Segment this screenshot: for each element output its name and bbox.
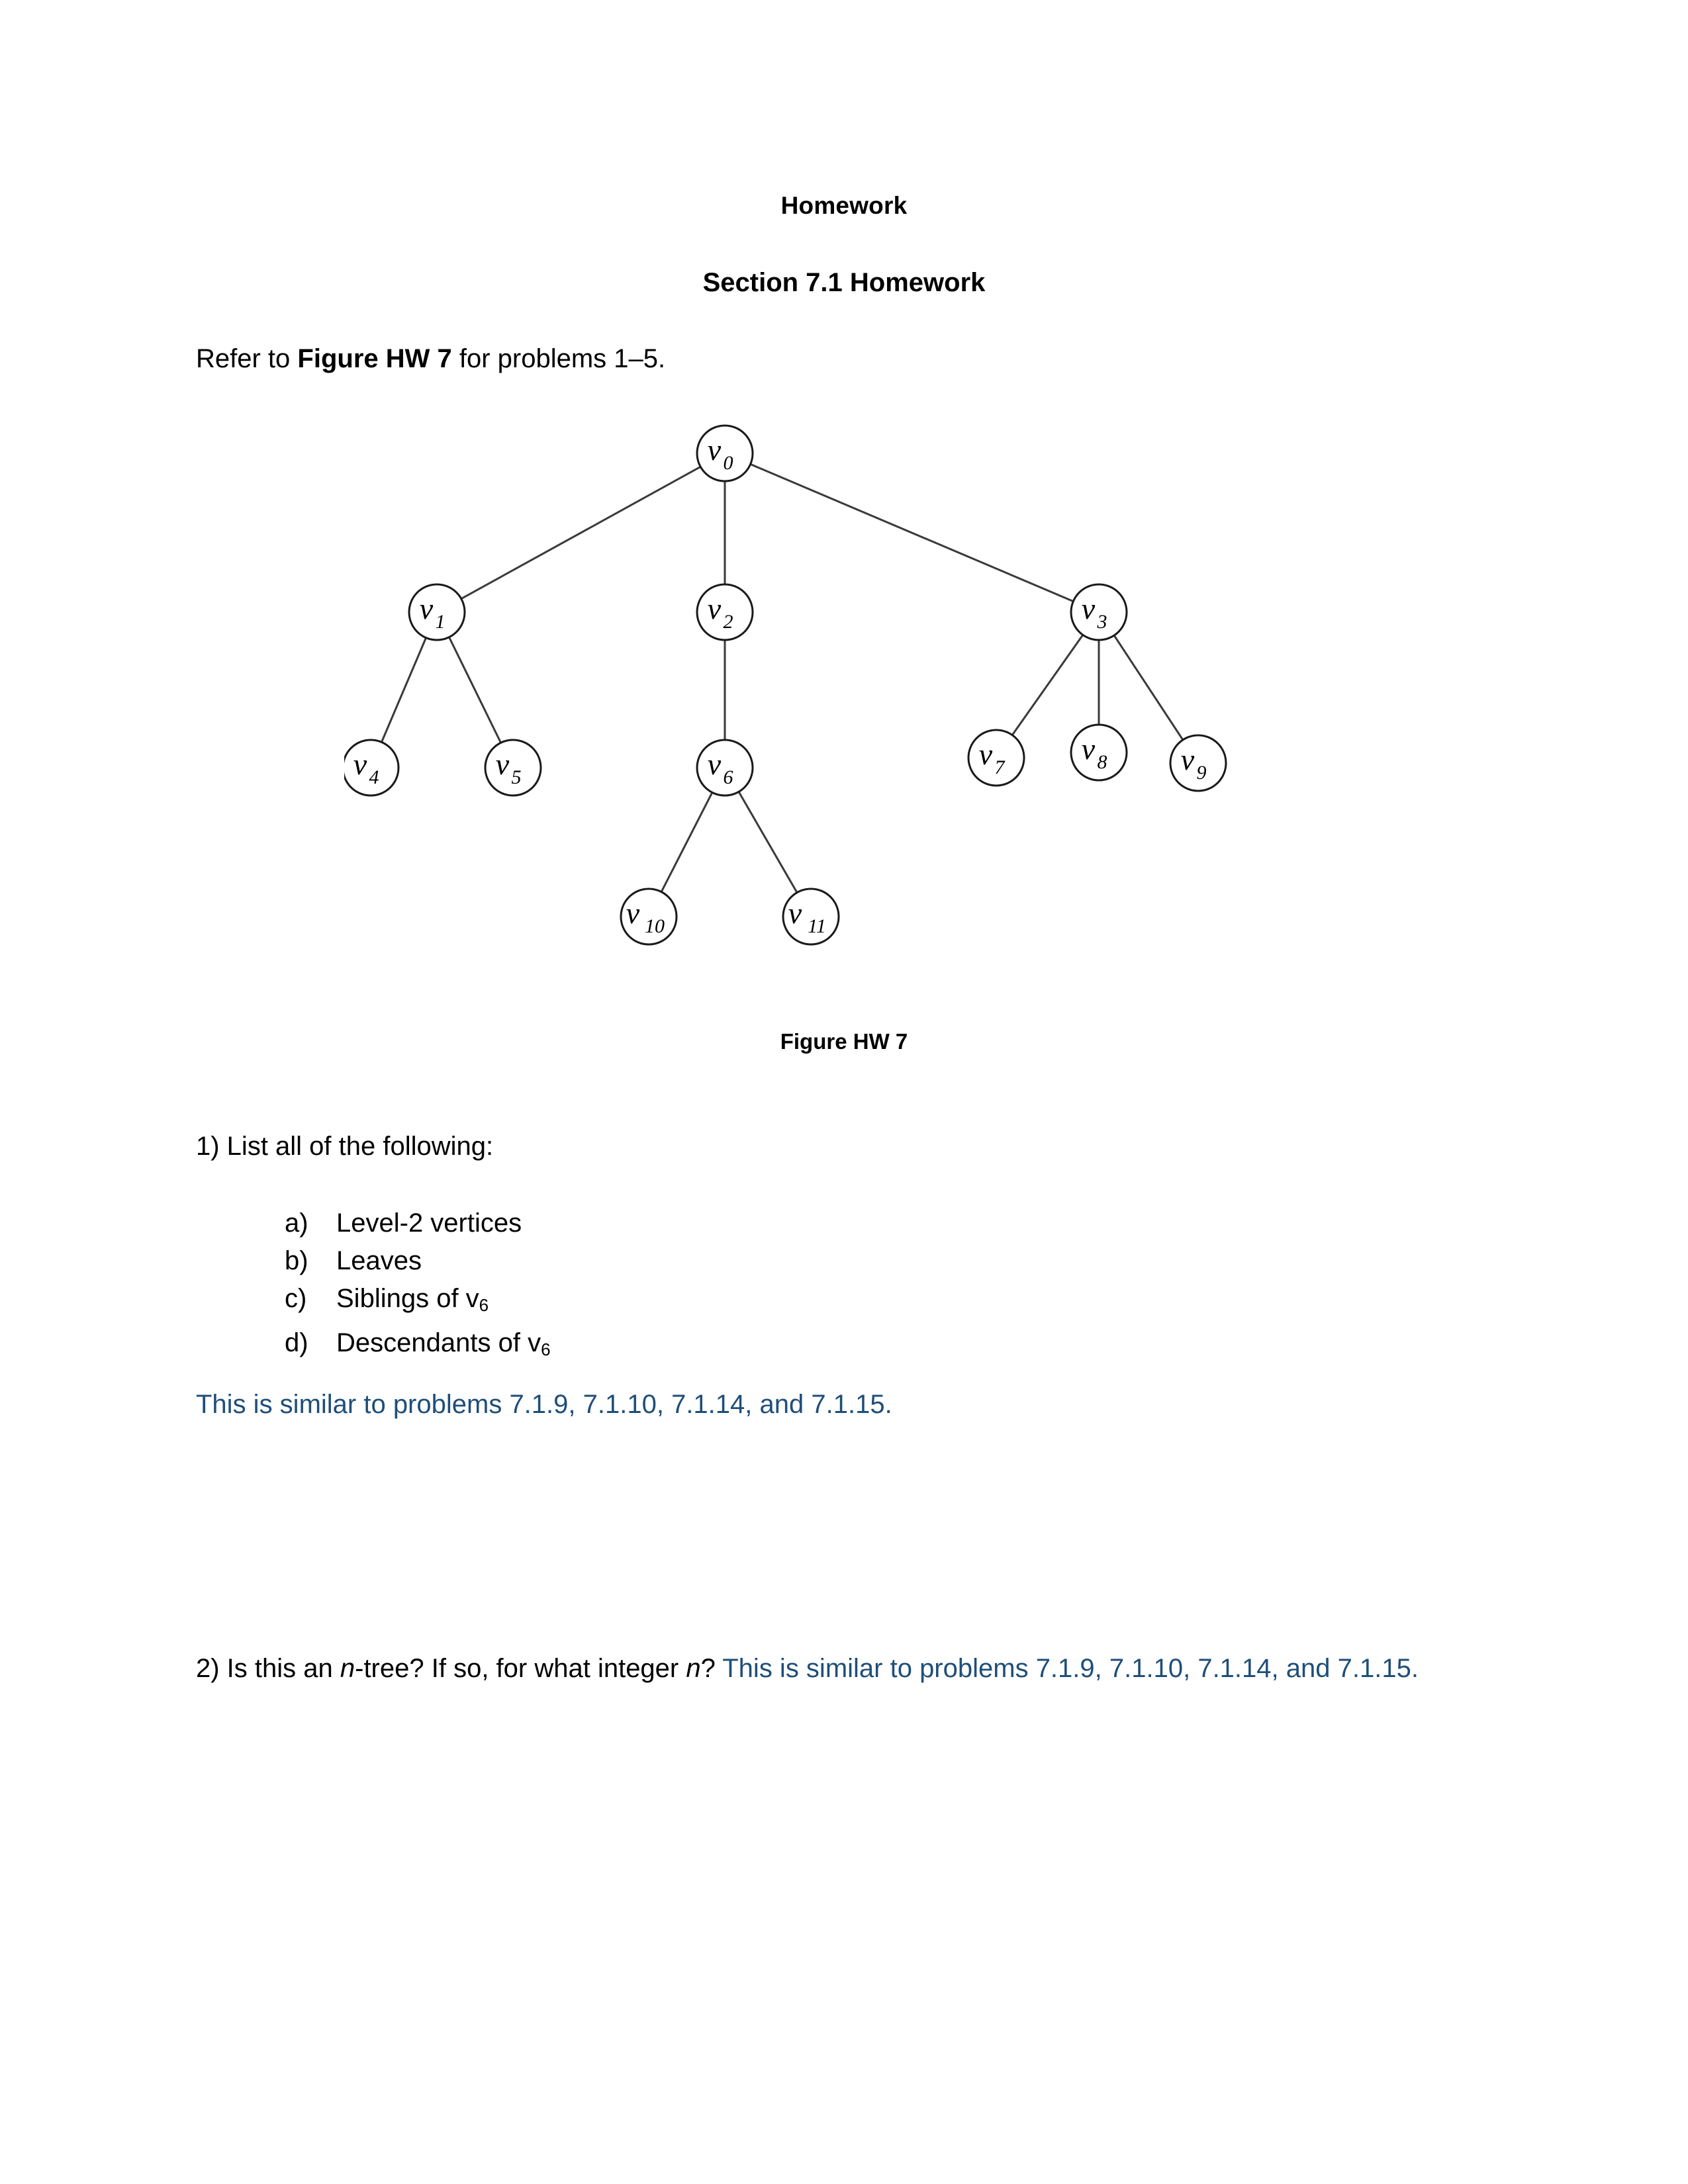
q2-italic-n-2: n <box>686 1654 701 1683</box>
question-2-similar-note: This is similar to problems 7.1.9, 7.1.10, 7.1.14, and 7.1.15. <box>722 1654 1419 1683</box>
q2-prefix: 2) Is this an <box>196 1654 340 1683</box>
tree-node-v11 <box>783 889 839 944</box>
node-subscript: 1 <box>435 611 445 633</box>
list-item <box>285 1324 551 1369</box>
refer-prefix: Refer to <box>196 344 298 373</box>
tree-node-v7 <box>968 730 1024 786</box>
tree-node-v9 <box>1170 735 1226 791</box>
node-subscript: 4 <box>369 766 379 788</box>
tree-edge-v0-v3 <box>751 464 1074 601</box>
list-text: Leaves <box>336 1246 422 1275</box>
question-1: 1) List all of the following: <box>196 1132 494 1161</box>
node-label: v <box>495 747 510 781</box>
tree-node-v3 <box>1071 584 1127 640</box>
node-label: v <box>419 592 434 625</box>
tree-node-v1 <box>409 584 465 640</box>
tree-edge-v1-v4 <box>381 638 426 743</box>
node-label: v <box>353 747 367 781</box>
list-text: Descendants of v <box>336 1328 541 1357</box>
refer-line <box>196 344 665 374</box>
list-item <box>285 1205 551 1242</box>
list-marker: a) <box>285 1208 308 1238</box>
list-text: Siblings of v <box>336 1284 479 1313</box>
question-1-items <box>285 1205 551 1369</box>
list-marker: b) <box>285 1246 308 1275</box>
section-title: Section 7.1 Homework <box>702 268 986 297</box>
tree-edge-v3-v7 <box>1012 635 1083 735</box>
tree-node-v2 <box>697 584 753 640</box>
list-subscript: 6 <box>479 1295 489 1315</box>
tree-edge-v1-v5 <box>449 637 500 743</box>
node-subscript: 5 <box>511 766 522 788</box>
node-subscript: 7 <box>994 756 1005 778</box>
node-label: v <box>1081 732 1096 766</box>
tree-node-v5 <box>485 740 541 796</box>
node-label: v <box>626 896 640 930</box>
node-label: v <box>1081 592 1096 625</box>
figure-hw-7 <box>344 414 1377 1023</box>
node-subscript: 11 <box>808 915 826 937</box>
q2-mid: -tree? If so, for what integer <box>355 1654 686 1683</box>
node-subscript: 8 <box>1097 751 1107 773</box>
tree-diagram <box>344 414 1377 1023</box>
tree-edge-v0-v1 <box>461 467 700 598</box>
page-title: Homework <box>780 192 908 219</box>
list-item <box>285 1280 551 1324</box>
node-subscript: 2 <box>723 611 733 633</box>
tree-edge-v3-v9 <box>1114 635 1183 740</box>
list-marker: c) <box>285 1284 307 1313</box>
tree-edge-v6-v11 <box>739 792 797 892</box>
tree-node-v8 <box>1071 725 1127 780</box>
tree-node-v10 <box>621 889 677 944</box>
list-marker: d) <box>285 1328 308 1357</box>
node-subscript: 10 <box>645 915 665 937</box>
list-item <box>285 1242 551 1280</box>
q2-suffix: ? <box>700 1654 723 1683</box>
node-label: v <box>978 737 993 771</box>
figure-caption: Figure HW 7 <box>780 1029 908 1054</box>
question-2 <box>196 1651 1513 1686</box>
tree-node-v0 <box>697 426 753 481</box>
node-label: v <box>1180 743 1195 776</box>
node-subscript: 3 <box>1097 611 1107 633</box>
question-1-similar-note: This is similar to problems 7.1.9, 7.1.10, 7.1.14, and 7.1.15. <box>196 1390 892 1419</box>
node-label: v <box>707 592 722 625</box>
tree-node-v4 <box>344 740 399 796</box>
node-subscript: 9 <box>1196 762 1207 784</box>
tree-edge-v6-v10 <box>661 792 712 891</box>
refer-bold: Figure HW 7 <box>297 344 452 373</box>
q2-italic-n-1: n <box>340 1654 355 1683</box>
node-label: v <box>707 433 722 467</box>
node-subscript: 0 <box>723 452 733 474</box>
node-label: v <box>707 747 722 781</box>
refer-suffix: for problems 1–5. <box>451 344 666 373</box>
node-subscript: 6 <box>723 766 733 788</box>
list-subscript: 6 <box>541 1340 551 1359</box>
tree-node-v6 <box>697 740 753 796</box>
list-text: Level-2 vertices <box>336 1208 522 1238</box>
node-label: v <box>788 896 802 930</box>
